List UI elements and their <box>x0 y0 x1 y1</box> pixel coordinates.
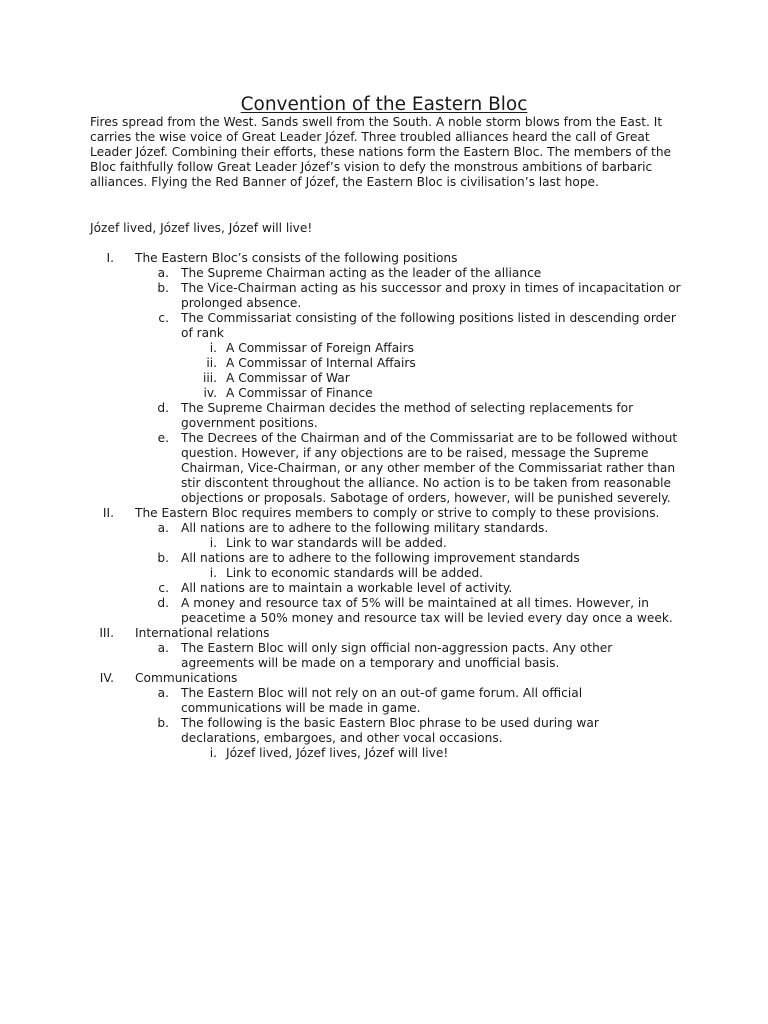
section-item <box>0 251 768 266</box>
list-marker: a. <box>157 686 169 700</box>
list-item-text: A Commissar of Finance <box>226 386 373 400</box>
list-marker: e. <box>157 431 169 445</box>
list-marker: i. <box>209 341 217 355</box>
sub-list-item <box>0 386 768 401</box>
sub-list-item <box>0 341 768 356</box>
list-item-text: A money and resource tax of 5% will be maintained at all times. However, in peacetime a 50% money and resource tax will be levied every day once a week. <box>181 596 673 625</box>
list-marker: IV. <box>99 671 114 685</box>
list-marker: ii. <box>206 356 217 370</box>
list-item <box>0 401 768 431</box>
list-item-text: Józef lived, Józef lives, Józef will live! <box>226 746 449 760</box>
outline-list <box>0 251 768 761</box>
list-marker: i. <box>209 566 217 580</box>
list-marker: i. <box>209 536 217 550</box>
list-item-text: The Eastern Bloc will only sign official non-aggression pacts. Any other agreements will be made on a temporary and unofficial basis. <box>181 641 613 670</box>
list-item-text: The Commissariat consisting of the following positions listed in descending order of rank <box>181 311 676 340</box>
list-item-text: A Commissar of Foreign Affairs <box>226 341 414 355</box>
list-item-text: All nations are to maintain a workable level of activity. <box>181 581 513 595</box>
sub-list-item <box>0 356 768 371</box>
list-item-text: All nations are to adhere to the following military standards. <box>181 521 549 535</box>
list-marker: iv. <box>203 386 217 400</box>
list-marker: i. <box>209 746 217 760</box>
sub-list-item <box>0 566 768 581</box>
list-item-text: The Supreme Chairman decides the method of selecting replacements for government positions. <box>181 401 634 430</box>
list-item <box>0 581 768 596</box>
list-item-text: Link to economic standards will be added. <box>226 566 484 580</box>
list-item-text: The Eastern Bloc will not rely on an out-of game forum. All official communications will be made in game. <box>181 686 583 715</box>
list-item-text: Link to war standards will be added. <box>226 536 447 550</box>
list-marker: iii. <box>202 371 217 385</box>
intro-paragraph: Fires spread from the West. Sands swell from the South. A noble storm blows from the East. It carries the wise voice of Great Leader Józef. Three troubled alliances heard the call of Great Leader Józef. Combining their efforts, these nations form the Eastern Bloc. The members of the Bloc faithfully follow Great Leader Józef’s vision to defy the monstrous ambitions of barbaric alliances. Flying the Red Banner of Józef, the Eastern Bloc is civilisation’s last hope. <box>90 115 672 189</box>
list-marker: b. <box>157 551 169 565</box>
list-item <box>0 266 768 281</box>
document-title: Convention of the Eastern Bloc <box>240 94 528 115</box>
list-marker: b. <box>157 716 169 730</box>
list-marker: d. <box>157 401 169 415</box>
list-item-text: The Eastern Bloc requires members to comply or strive to comply to these provisions. <box>135 506 660 520</box>
motto-line: Józef lived, Józef lives, Józef will live! <box>90 221 313 235</box>
list-item-text: All nations are to adhere to the following improvement standards <box>181 551 580 565</box>
list-item <box>0 551 768 566</box>
list-item <box>0 596 768 626</box>
list-item-text: A Commissar of War <box>226 371 350 385</box>
list-marker: II. <box>102 506 114 520</box>
list-item <box>0 686 768 716</box>
list-item <box>0 641 768 671</box>
sub-list-item <box>0 536 768 551</box>
list-item-text: International relations <box>135 626 270 640</box>
list-item <box>0 716 768 746</box>
list-item-text: The Decrees of the Chairman and of the Commissariat are to be followed without question. However, if any objections are to be raised, message the Supreme Chairman, Vice-Chairman, or any other member of the Commissariat rather than stir discontent throughout the alliance. No action is to be taken from reasonable objections or proposals. Sabotage of orders, however, will be punished severely. <box>181 431 678 505</box>
section-item <box>0 506 768 521</box>
list-marker: a. <box>157 266 169 280</box>
list-marker: d. <box>157 596 169 610</box>
list-item-text: The following is the basic Eastern Bloc phrase to be used during war declarations, embargoes, and other vocal occasions. <box>181 716 599 745</box>
sub-list-item <box>0 746 768 761</box>
list-item-text: The Eastern Bloc’s consists of the following positions <box>135 251 458 265</box>
section-item <box>0 626 768 641</box>
section-item <box>0 671 768 686</box>
list-item-text: The Supreme Chairman acting as the leader of the alliance <box>181 266 542 280</box>
list-marker: c. <box>158 311 169 325</box>
list-marker: b. <box>157 281 169 295</box>
list-item <box>0 311 768 341</box>
list-item-text: Communications <box>135 671 238 685</box>
list-marker: a. <box>157 521 169 535</box>
sub-list-item <box>0 371 768 386</box>
list-item <box>0 431 768 506</box>
list-item-text: The Vice-Chairman acting as his successor and proxy in times of incapacitation or prolonged absence. <box>181 281 681 310</box>
list-marker: c. <box>158 581 169 595</box>
list-marker: I. <box>106 251 114 265</box>
list-marker: a. <box>157 641 169 655</box>
list-marker: III. <box>99 626 114 640</box>
list-item <box>0 281 768 311</box>
list-item <box>0 521 768 536</box>
list-item-text: A Commissar of Internal Affairs <box>226 356 416 370</box>
